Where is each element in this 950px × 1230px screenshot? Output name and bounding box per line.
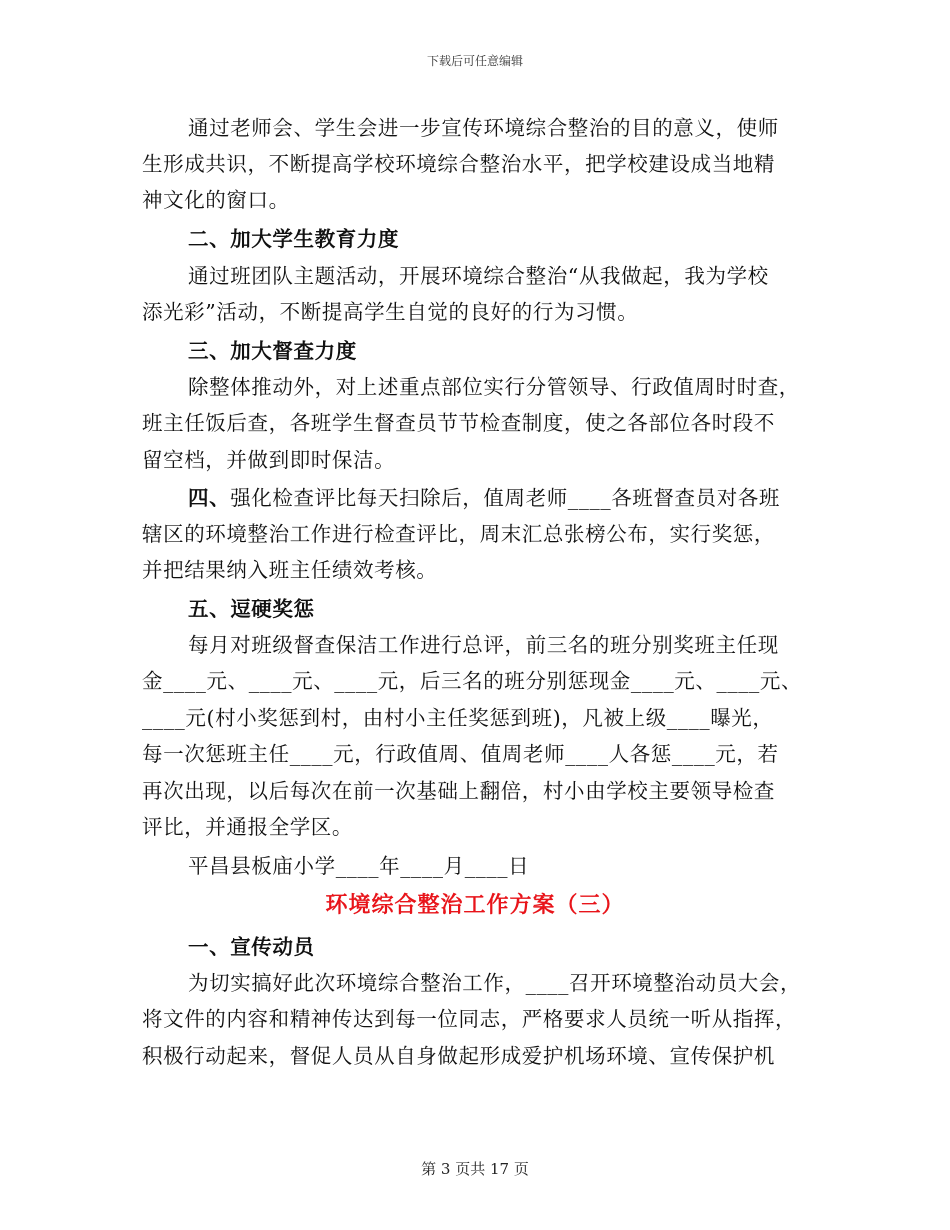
paragraph-line: 每月对班级督查保洁工作进行总评，前三名的班分别奖班主任现 xyxy=(188,633,779,657)
paragraph-line: 评比，并通报全学区。 xyxy=(142,815,353,839)
section-heading: 一、宣传动员 xyxy=(188,935,315,959)
paragraph-line: 生形成共识，不断提高学校环境综合整治水平，把学校建设成当地精 xyxy=(142,152,775,176)
paragraph-line: 再次出现，以后每次在前一次基础上翻倍，村小由学校主要领导检查 xyxy=(142,779,775,803)
paragraph-line: 通过老师会、学生会进一步宣传环境综合整治的目的意义，使师 xyxy=(188,116,779,140)
paragraph-line: 每一次惩班主任____元，行政值周、值周老师____人各惩____元，若 xyxy=(142,742,779,766)
paragraph-text: 强化检查评比每天扫除后，值周老师____各班督查员对各班 xyxy=(230,486,781,510)
section-number: 四、 xyxy=(188,486,231,510)
paragraph-line: 为切实搞好此次环境综合整治工作，____召开环境整治动员大会， xyxy=(188,971,802,995)
page-footer: 第 3 页共 17 页 xyxy=(421,1160,529,1178)
page-header: 下载后可任意编辑 xyxy=(426,54,523,68)
paragraph-line: 除整体推动外，对上述重点部位实行分管领导、行政值周时时查， xyxy=(188,375,800,399)
paragraph-line: 积极行动起来，督促人员从自身做起形成爱护机场环境、宣传保护机 xyxy=(142,1044,775,1068)
section-heading: 五、逗硬奖惩 xyxy=(188,597,315,621)
paragraph-line: 神文化的窗口。 xyxy=(142,188,290,212)
signature-line: 平昌县板庙小学____年____月____日 xyxy=(188,854,530,878)
document-title: 环境综合整治工作方案（三） xyxy=(325,892,625,918)
paragraph-line: 将文件的内容和精神传达到每一位同志，严格要求人员统一听从指挥， xyxy=(142,1007,797,1031)
section-heading: 三、加大督查力度 xyxy=(188,339,357,363)
paragraph-line: 辖区的环境整治工作进行检查评比，周末汇总张榜公布，实行奖惩， xyxy=(142,522,775,546)
paragraph-line: 并把结果纳入班主任绩效考核。 xyxy=(142,558,438,582)
paragraph-line: ____元(村小奖惩到村，由村小主任奖惩到班)，凡被上级____曝光， xyxy=(142,706,774,730)
paragraph-line: 留空档，并做到即时保洁。 xyxy=(142,448,396,472)
paragraph-line: 添光彩”活动，不断提高学生自觉的良好的行为习惯。 xyxy=(142,300,639,324)
paragraph-line: 通过班团队主题活动，开展环境综合整治“从我做起，我为学校 xyxy=(188,264,769,288)
paragraph-line: 金____元、____元、____元，后三名的班分别惩现金____元、____元、 xyxy=(142,669,803,693)
section-heading: 二、加大学生教育力度 xyxy=(188,227,399,251)
paragraph-line xyxy=(188,484,812,512)
paragraph-line: 班主任饭后查，各班学生督查员节节检查制度，使之各部位各时段不 xyxy=(142,411,775,435)
